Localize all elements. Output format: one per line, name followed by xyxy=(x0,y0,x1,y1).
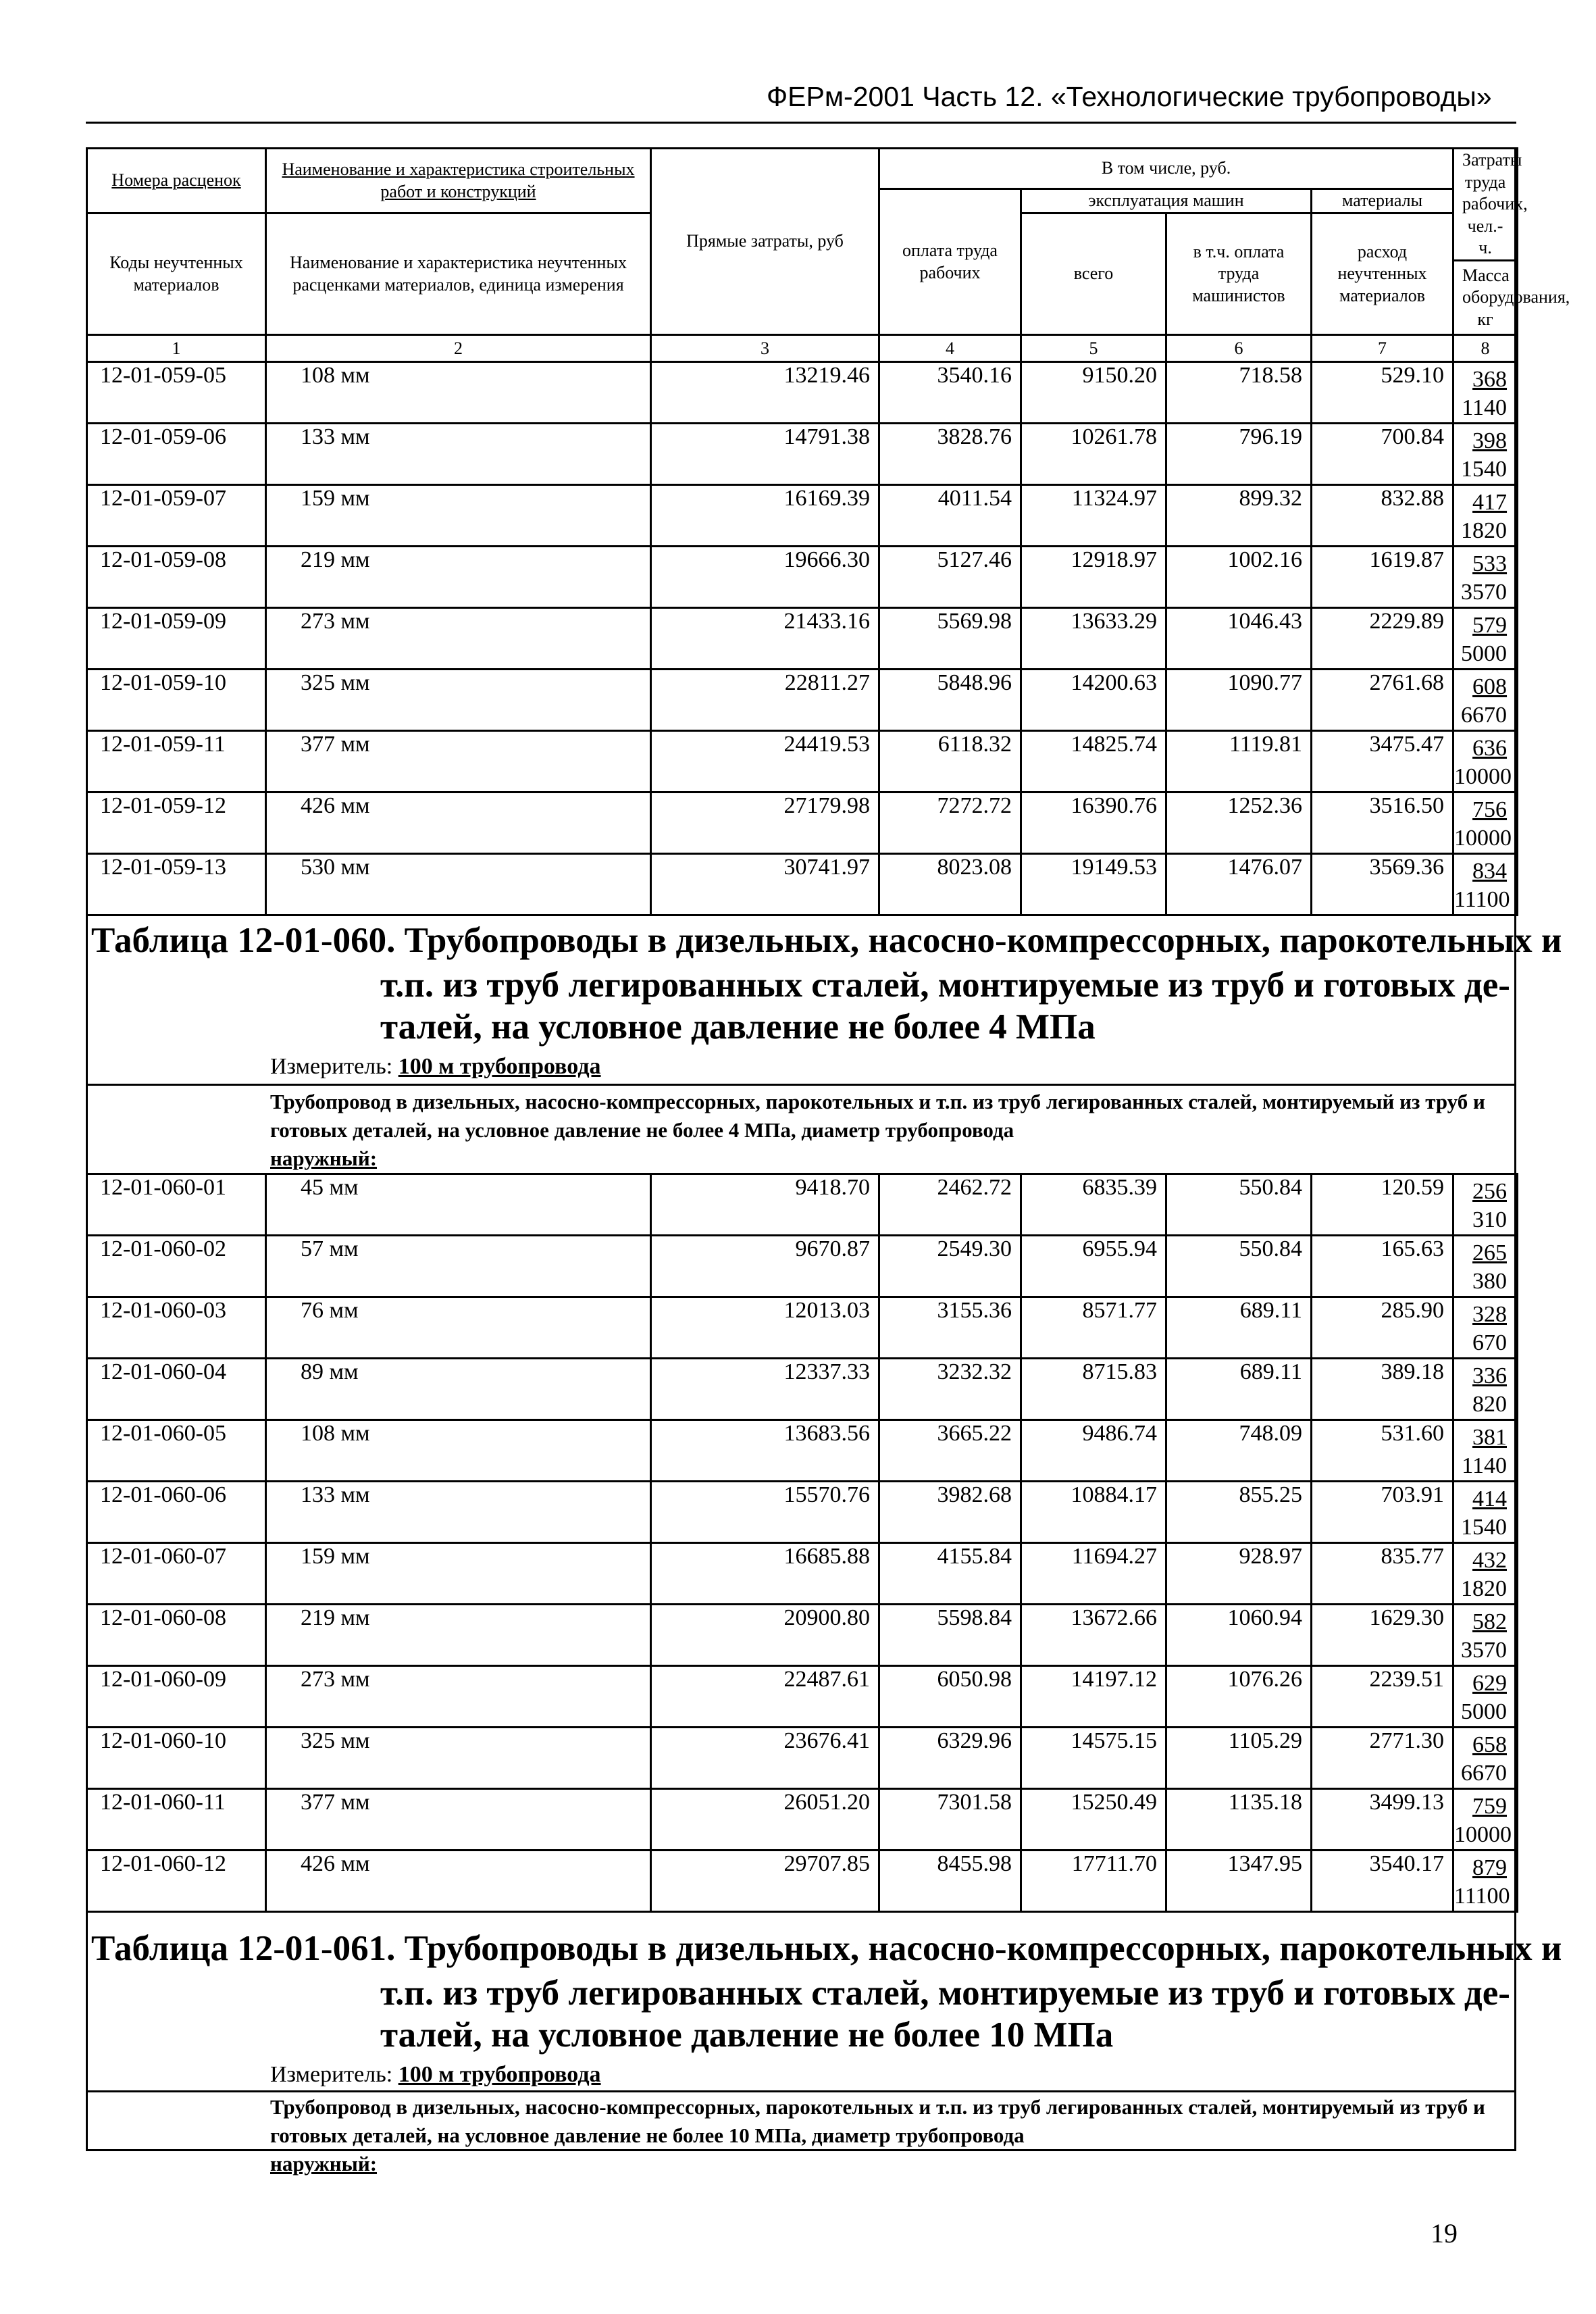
table-row xyxy=(87,1605,1518,1666)
header-rule xyxy=(86,122,1516,124)
cell-labor-mass xyxy=(1453,362,1518,424)
cell-mass: 1540 xyxy=(1461,457,1508,482)
cell-labor-mass xyxy=(1453,1174,1518,1236)
cell-name: 159 мм xyxy=(266,1543,651,1605)
table-row xyxy=(87,854,1518,915)
cell-labor-mass xyxy=(1453,1359,1518,1420)
cell-code: 12-01-060-10 xyxy=(87,1728,266,1789)
cell-name: 57 мм xyxy=(266,1236,651,1297)
cell-name: 325 мм xyxy=(266,1728,651,1789)
cell-code: 12-01-059-08 xyxy=(87,547,266,608)
cell-wage: 8023.08 xyxy=(879,854,1021,915)
cell-labor: 629 xyxy=(1472,1671,1507,1696)
col-header-1-bottom: Коды неучтенных материалов xyxy=(87,213,266,335)
cell-direct: 13219.46 xyxy=(651,362,879,424)
cell-labor-mass xyxy=(1453,1851,1518,1912)
cell-mass: 1140 xyxy=(1462,395,1508,420)
cell-wage: 2549.30 xyxy=(879,1236,1021,1297)
cell-code: 12-01-060-08 xyxy=(87,1605,266,1666)
cell-wage: 3828.76 xyxy=(879,424,1021,485)
cell-code: 12-01-060-06 xyxy=(87,1482,266,1543)
cell-mach_wage: 928.97 xyxy=(1166,1543,1312,1605)
cell-mat: 2239.51 xyxy=(1312,1666,1453,1728)
cell-code: 12-01-060-11 xyxy=(87,1789,266,1851)
cell-wage: 3155.36 xyxy=(879,1297,1021,1359)
table-row xyxy=(87,1174,1518,1236)
cell-mat: 531.60 xyxy=(1312,1420,1453,1482)
cell-mass: 820 xyxy=(1472,1392,1507,1417)
cell-mach: 13672.66 xyxy=(1021,1605,1166,1666)
cell-mach_wage: 689.11 xyxy=(1166,1297,1312,1359)
cell-mach: 19149.53 xyxy=(1021,854,1166,915)
cell-mass: 5000 xyxy=(1461,641,1508,666)
cell-direct: 27179.98 xyxy=(651,793,879,854)
cell-wage: 3982.68 xyxy=(879,1482,1021,1543)
cell-mach_wage: 1476.07 xyxy=(1166,854,1312,915)
cell-labor-mass xyxy=(1453,1789,1518,1851)
cell-code: 12-01-059-10 xyxy=(87,670,266,731)
cell-labor-mass xyxy=(1453,1297,1518,1359)
cell-code: 12-01-059-07 xyxy=(87,485,266,547)
cell-name: 219 мм xyxy=(266,547,651,608)
cell-wage: 5569.98 xyxy=(879,608,1021,670)
cell-mach_wage: 796.19 xyxy=(1166,424,1312,485)
cell-mach_wage: 1060.94 xyxy=(1166,1605,1312,1666)
cell-mat: 835.77 xyxy=(1312,1543,1453,1605)
cell-name: 133 мм xyxy=(266,1482,651,1543)
cell-labor: 328 xyxy=(1472,1302,1507,1327)
cell-mass: 11100 xyxy=(1454,887,1510,912)
cell-labor: 756 xyxy=(1472,797,1508,822)
cell-mass: 310 xyxy=(1472,1207,1507,1232)
cell-wage: 7301.58 xyxy=(879,1789,1021,1851)
cell-mass: 10000 xyxy=(1454,1822,1512,1847)
cell-labor-mass xyxy=(1453,793,1518,854)
cell-labor-mass xyxy=(1453,670,1518,731)
cell-labor: 834 xyxy=(1472,859,1508,884)
cell-mach: 14825.74 xyxy=(1021,731,1166,793)
cell-mat: 1619.87 xyxy=(1312,547,1453,608)
col-header-materials: материалы xyxy=(1312,189,1453,213)
cell-name: 108 мм xyxy=(266,362,651,424)
cell-labor: 368 xyxy=(1472,367,1508,392)
cell-mach_wage: 1105.29 xyxy=(1166,1728,1312,1789)
cell-mat: 3499.13 xyxy=(1312,1789,1453,1851)
col-header-3: Прямые затраты, руб xyxy=(651,149,879,335)
col-header-2-bottom: Наименование и характеристика неучтенных расценками материалов, единица измерения xyxy=(266,213,651,335)
cell-wage: 2462.72 xyxy=(879,1174,1021,1236)
cell-wage: 6118.32 xyxy=(879,731,1021,793)
cell-mach: 12918.97 xyxy=(1021,547,1166,608)
table-060-title-line-2: т.п. из труб легированных сталей, монтируемые из труб и готовых де- xyxy=(380,965,1510,1005)
cell-mach_wage: 1119.81 xyxy=(1166,731,1312,793)
cell-mat: 2761.68 xyxy=(1312,670,1453,731)
cell-mach_wage: 748.09 xyxy=(1166,1420,1312,1482)
cell-direct: 9670.87 xyxy=(651,1236,879,1297)
cell-mach: 16390.76 xyxy=(1021,793,1166,854)
cell-code: 12-01-059-05 xyxy=(87,362,266,424)
table-12-01-060 xyxy=(86,1173,1518,1913)
cell-name: 45 мм xyxy=(266,1174,651,1236)
cell-labor-mass xyxy=(1453,1605,1518,1666)
cell-mach: 6955.94 xyxy=(1021,1236,1166,1297)
cell-labor: 658 xyxy=(1472,1732,1507,1757)
cell-mass: 1140 xyxy=(1462,1453,1507,1478)
cell-mach: 6835.39 xyxy=(1021,1174,1166,1236)
cell-direct: 30741.97 xyxy=(651,854,879,915)
cell-labor-mass xyxy=(1453,1543,1518,1605)
cell-mach_wage: 550.84 xyxy=(1166,1174,1312,1236)
cell-name: 89 мм xyxy=(266,1359,651,1420)
table-row xyxy=(87,1297,1518,1359)
cell-labor: 417 xyxy=(1472,490,1508,515)
cell-mach: 11694.27 xyxy=(1021,1543,1166,1605)
cell-mach_wage: 855.25 xyxy=(1166,1482,1312,1543)
cell-direct: 20900.80 xyxy=(651,1605,879,1666)
cell-mach: 14200.63 xyxy=(1021,670,1166,731)
cell-mach_wage: 689.11 xyxy=(1166,1359,1312,1420)
cell-mach: 14197.12 xyxy=(1021,1666,1166,1728)
col-header-1-top: Номера расценок xyxy=(87,149,266,213)
cell-direct: 29707.85 xyxy=(651,1851,879,1912)
col-header-4: оплата труда рабочих xyxy=(879,189,1021,335)
cell-mat: 529.10 xyxy=(1312,362,1453,424)
cell-mat: 700.84 xyxy=(1312,424,1453,485)
cell-direct: 14791.38 xyxy=(651,424,879,485)
cell-mat: 2229.89 xyxy=(1312,608,1453,670)
table-row xyxy=(87,485,1518,547)
table-061-measure: Измеритель: 100 м трубопровода xyxy=(270,2062,601,2087)
cell-labor: 582 xyxy=(1472,1609,1507,1634)
col-header-8-bottom: Масса оборудования, кг xyxy=(1453,261,1518,335)
table-row xyxy=(87,1666,1518,1728)
cell-mach: 8571.77 xyxy=(1021,1297,1166,1359)
cell-labor: 879 xyxy=(1472,1855,1507,1880)
cell-wage: 7272.72 xyxy=(879,793,1021,854)
cell-wage: 5848.96 xyxy=(879,670,1021,731)
table-061-description: Трубопровод в дизельных, насосно-компрессорных, парокотельных и т.п. из труб легированных сталей, монтируемый из труб и готовых деталей, на условное давление не более 10 МПа, диаметр трубопровода наружный: xyxy=(270,2095,1485,2175)
cell-name: 377 мм xyxy=(266,1789,651,1851)
table-row xyxy=(87,1359,1518,1420)
cell-labor: 256 xyxy=(1472,1179,1507,1204)
cell-mat: 703.91 xyxy=(1312,1482,1453,1543)
cell-wage: 3232.32 xyxy=(879,1359,1021,1420)
cell-mach: 10261.78 xyxy=(1021,424,1166,485)
table-row xyxy=(87,1789,1518,1851)
cell-code: 12-01-060-07 xyxy=(87,1543,266,1605)
cell-labor: 398 xyxy=(1472,428,1508,453)
cell-mach: 10884.17 xyxy=(1021,1482,1166,1543)
cell-mass: 6670 xyxy=(1461,1761,1507,1786)
table-row xyxy=(87,608,1518,670)
cell-code: 12-01-059-12 xyxy=(87,793,266,854)
cell-mach_wage: 1347.95 xyxy=(1166,1851,1312,1912)
cell-direct: 22487.61 xyxy=(651,1666,879,1728)
cell-code: 12-01-060-01 xyxy=(87,1174,266,1236)
cell-labor-mass xyxy=(1453,1420,1518,1482)
cell-code: 12-01-060-12 xyxy=(87,1851,266,1912)
col-header-7: расход неучтенных материалов xyxy=(1312,213,1453,335)
cell-name: 159 мм xyxy=(266,485,651,547)
table-row xyxy=(87,1420,1518,1482)
cell-labor: 432 xyxy=(1472,1548,1507,1573)
cell-labor: 636 xyxy=(1472,736,1508,761)
col-header-machines: эксплуатация машин xyxy=(1021,189,1312,213)
cell-direct: 26051.20 xyxy=(651,1789,879,1851)
table-row xyxy=(87,547,1518,608)
cell-direct: 19666.30 xyxy=(651,547,879,608)
cell-mach_wage: 1046.43 xyxy=(1166,608,1312,670)
cell-wage: 4011.54 xyxy=(879,485,1021,547)
cell-direct: 22811.27 xyxy=(651,670,879,731)
cell-mach_wage: 899.32 xyxy=(1166,485,1312,547)
cell-direct: 15570.76 xyxy=(651,1482,879,1543)
cell-mass: 1820 xyxy=(1461,518,1508,543)
cell-mach: 17711.70 xyxy=(1021,1851,1166,1912)
cell-name: 377 мм xyxy=(266,731,651,793)
table-row xyxy=(87,424,1518,485)
table-row xyxy=(87,1236,1518,1297)
table-060-measure: Измеритель: 100 м трубопровода xyxy=(270,1054,601,1079)
cell-mass: 10000 xyxy=(1454,764,1512,789)
cell-mach_wage: 1135.18 xyxy=(1166,1789,1312,1851)
cell-name: 530 мм xyxy=(266,854,651,915)
cell-code: 12-01-059-06 xyxy=(87,424,266,485)
cell-name: 219 мм xyxy=(266,1605,651,1666)
cell-direct: 12337.33 xyxy=(651,1359,879,1420)
col-header-6: в т.ч. оплата труда машинистов xyxy=(1166,213,1312,335)
cell-wage: 3540.16 xyxy=(879,362,1021,424)
cell-labor: 336 xyxy=(1472,1363,1507,1388)
table-row xyxy=(87,1482,1518,1543)
cell-mat: 3516.50 xyxy=(1312,793,1453,854)
table-row xyxy=(87,670,1518,731)
cell-mach: 15250.49 xyxy=(1021,1789,1166,1851)
cell-mass: 1540 xyxy=(1461,1515,1507,1540)
cell-mach: 9486.74 xyxy=(1021,1420,1166,1482)
cell-labor-mass xyxy=(1453,424,1518,485)
cell-mach_wage: 550.84 xyxy=(1166,1236,1312,1297)
cell-wage: 6329.96 xyxy=(879,1728,1021,1789)
cell-direct: 16685.88 xyxy=(651,1543,879,1605)
cell-name: 273 мм xyxy=(266,1666,651,1728)
cell-mach_wage: 1252.36 xyxy=(1166,793,1312,854)
cell-wage: 4155.84 xyxy=(879,1543,1021,1605)
table-061-rule xyxy=(86,2090,1516,2092)
cell-code: 12-01-059-11 xyxy=(87,731,266,793)
cell-mach: 11324.97 xyxy=(1021,485,1166,547)
cell-labor-mass xyxy=(1453,1728,1518,1789)
page-number: 19 xyxy=(1431,2218,1458,2248)
cell-mat: 120.59 xyxy=(1312,1174,1453,1236)
cell-name: 108 мм xyxy=(266,1420,651,1482)
cell-wage: 5598.84 xyxy=(879,1605,1021,1666)
cell-mat: 2771.30 xyxy=(1312,1728,1453,1789)
cell-name: 426 мм xyxy=(266,793,651,854)
cell-mat: 285.90 xyxy=(1312,1297,1453,1359)
cell-mach: 8715.83 xyxy=(1021,1359,1166,1420)
table-row xyxy=(87,793,1518,854)
cell-code: 12-01-060-02 xyxy=(87,1236,266,1297)
cell-labor: 533 xyxy=(1472,551,1508,576)
cell-direct: 13683.56 xyxy=(651,1420,879,1482)
column-index-row: 1 2 3 4 5 6 7 8 xyxy=(87,335,1518,362)
cell-mat: 1629.30 xyxy=(1312,1605,1453,1666)
table-060-title-line-3: талей, на условное давление не более 4 МПа xyxy=(380,1007,1096,1047)
cell-mass: 3570 xyxy=(1461,1638,1507,1663)
col-header-8-top: Затраты труда рабочих, чел.-ч. xyxy=(1453,149,1518,261)
cell-labor: 414 xyxy=(1472,1486,1507,1511)
cell-mat: 165.63 xyxy=(1312,1236,1453,1297)
cell-mass: 6670 xyxy=(1461,703,1508,728)
cell-labor-mass xyxy=(1453,547,1518,608)
cell-mass: 670 xyxy=(1472,1330,1507,1355)
cell-mach_wage: 1002.16 xyxy=(1166,547,1312,608)
cell-name: 273 мм xyxy=(266,608,651,670)
cell-code: 12-01-060-05 xyxy=(87,1420,266,1482)
cell-labor-mass xyxy=(1453,1482,1518,1543)
cell-labor-mass xyxy=(1453,731,1518,793)
cell-direct: 21433.16 xyxy=(651,608,879,670)
cell-code: 12-01-060-09 xyxy=(87,1666,266,1728)
running-header: ФЕРм-2001 Часть 12. «Технологические трубопроводы» xyxy=(767,81,1492,112)
table-row xyxy=(87,1543,1518,1605)
cell-labor: 608 xyxy=(1472,674,1508,699)
col-header-5: всего xyxy=(1021,213,1166,335)
cell-direct: 16169.39 xyxy=(651,485,879,547)
cell-code: 12-01-060-03 xyxy=(87,1297,266,1359)
cell-wage: 6050.98 xyxy=(879,1666,1021,1728)
cell-mat: 3475.47 xyxy=(1312,731,1453,793)
cell-direct: 23676.41 xyxy=(651,1728,879,1789)
cell-labor: 579 xyxy=(1472,613,1508,638)
cell-code: 12-01-059-13 xyxy=(87,854,266,915)
cell-direct: 9418.70 xyxy=(651,1174,879,1236)
cell-wage: 3665.22 xyxy=(879,1420,1021,1482)
cell-mat: 3540.17 xyxy=(1312,1851,1453,1912)
cell-direct: 12013.03 xyxy=(651,1297,879,1359)
col-header-incl: В том числе, руб. xyxy=(879,149,1453,189)
table-row xyxy=(87,1728,1518,1789)
table-row xyxy=(87,1851,1518,1912)
table-061-title-line-3: талей, на условное давление не более 10 МПа xyxy=(380,2015,1114,2055)
table-row xyxy=(87,362,1518,424)
col-header-2-top: Наименование и характеристика строительных работ и конструкций xyxy=(266,149,651,213)
table-060-description: Трубопровод в дизельных, насосно-компрессорных, парокотельных и т.п. из труб легированных сталей, монтируемый из труб и готовых деталей, на условное давление не более 4 МПа, диаметр трубопровода наружный: xyxy=(270,1090,1485,1170)
cell-labor: 759 xyxy=(1472,1794,1507,1819)
cell-mat: 832.88 xyxy=(1312,485,1453,547)
cell-labor-mass xyxy=(1453,854,1518,915)
cell-mat: 3569.36 xyxy=(1312,854,1453,915)
cell-mass: 1820 xyxy=(1461,1576,1507,1601)
table-060-rule xyxy=(86,1084,1516,1086)
cell-mat: 389.18 xyxy=(1312,1359,1453,1420)
cell-mass: 5000 xyxy=(1461,1699,1507,1724)
cell-wage: 8455.98 xyxy=(879,1851,1021,1912)
cell-labor: 381 xyxy=(1472,1425,1507,1450)
cell-mach: 14575.15 xyxy=(1021,1728,1166,1789)
cell-mach_wage: 1090.77 xyxy=(1166,670,1312,731)
cell-mach: 9150.20 xyxy=(1021,362,1166,424)
cell-labor-mass xyxy=(1453,1236,1518,1297)
cell-name: 133 мм xyxy=(266,424,651,485)
cell-name: 426 мм xyxy=(266,1851,651,1912)
table-row xyxy=(87,731,1518,793)
cell-labor-mass xyxy=(1453,608,1518,670)
cell-direct: 24419.53 xyxy=(651,731,879,793)
cell-mach_wage: 718.58 xyxy=(1166,362,1312,424)
cell-name: 325 мм xyxy=(266,670,651,731)
table-12-01-059 xyxy=(86,147,1570,916)
cell-labor-mass xyxy=(1453,485,1518,547)
cell-mass: 3570 xyxy=(1461,580,1508,605)
cell-code: 12-01-060-04 xyxy=(87,1359,266,1420)
cell-name: 76 мм xyxy=(266,1297,651,1359)
cell-mach: 13633.29 xyxy=(1021,608,1166,670)
table-060-title-line-1: Таблица 12-01-060. Трубопроводы в дизельных, насосно-компрессорных, парокотельных и xyxy=(91,921,1562,960)
cell-mass: 10000 xyxy=(1454,826,1512,851)
cell-mass: 380 xyxy=(1472,1269,1507,1294)
cell-wage: 5127.46 xyxy=(879,547,1021,608)
cell-mach_wage: 1076.26 xyxy=(1166,1666,1312,1728)
cell-labor-mass xyxy=(1453,1666,1518,1728)
table-061-title-line-1: Таблица 12-01-061. Трубопроводы в дизельных, насосно-компрессорных, парокотельных и xyxy=(91,1929,1562,1968)
cell-labor: 265 xyxy=(1472,1240,1507,1265)
cell-mass: 11100 xyxy=(1454,1884,1510,1909)
table-061-title-line-2: т.п. из труб легированных сталей, монтируемые из труб и готовых де- xyxy=(380,1973,1510,2013)
cell-code: 12-01-059-09 xyxy=(87,608,266,670)
